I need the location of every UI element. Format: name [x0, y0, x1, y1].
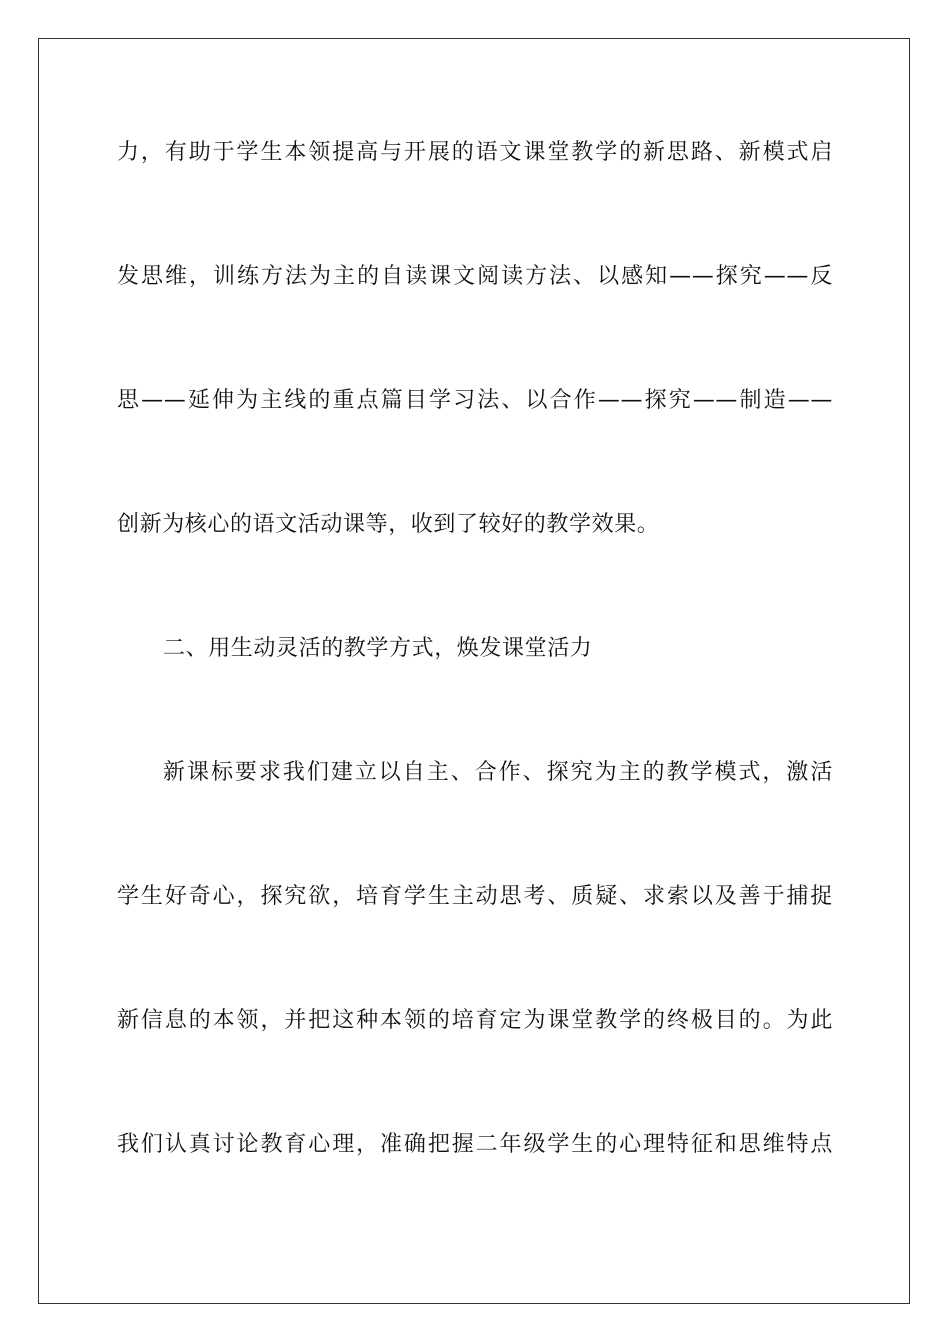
paragraph-line: 新课标要求我们建立以自主、合作、探究为主的教学模式，激活: [163, 760, 833, 785]
section-heading: 二、用生动灵活的教学方式，焕发课堂活力: [163, 636, 593, 661]
paragraph-line: 新信息的本领，并把这种本领的培育定为课堂教学的终极目的。为此: [117, 1008, 833, 1033]
paragraph-line: 我们认真讨论教育心理，准确把握二年级学生的心理特征和思维特点: [117, 1132, 833, 1157]
paragraph-line: 学生好奇心，探究欲，培育学生主动思考、质疑、求索以及善于捕捉: [117, 884, 833, 909]
paragraph-line: 力，有助于学生本领提高与开展的语文课堂教学的新思路、新模式启: [117, 140, 833, 165]
paragraph-line: 创新为核心的语文活动课等，收到了较好的教学效果。: [117, 512, 660, 537]
page-frame: [38, 38, 910, 1304]
paragraph-line: 发思维，训练方法为主的自读课文阅读方法、以感知——探究——反: [117, 264, 833, 289]
paragraph-line: 思——延伸为主线的重点篇目学习法、以合作——探究——制造——: [117, 388, 833, 413]
